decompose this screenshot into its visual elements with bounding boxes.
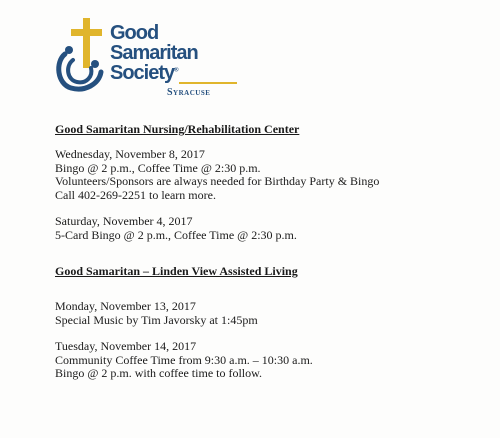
- event-date: Saturday, November 4, 2017: [55, 214, 193, 229]
- event-line: Call 402-269-2251 to learn more.: [55, 187, 216, 202]
- event-date: Monday, November 13, 2017: [55, 299, 196, 313]
- logo-location: Syracuse: [167, 87, 211, 98]
- event-line: Volunteers/Sponsors are always needed for Birthday Party & Bingo: [55, 174, 380, 189]
- event-line: Bingo @ 2 p.m., Coffee Time @ 2:30 p.m.: [55, 160, 261, 175]
- caring-hands-cross-icon: [55, 14, 115, 99]
- brand-word-good: Good: [110, 22, 159, 44]
- section-heading: Good Samaritan Nursing/Rehabilitation Center: [55, 122, 300, 136]
- section-heading: Good Samaritan – Linden View Assisted Living: [55, 264, 298, 278]
- event-line: 5-Card Bingo @ 2 p.m., Coffee Time @ 2:30 p.m.: [55, 227, 297, 242]
- logo-gold-rule: [179, 82, 237, 84]
- logo: [55, 14, 245, 104]
- brand-word-samaritan: Samaritan: [110, 42, 198, 64]
- section-linden-view: [55, 264, 313, 381]
- brand-word-society: Society®: [110, 62, 179, 84]
- event-date: Wednesday, November 8, 2017: [55, 147, 205, 161]
- section-nursing-center: [55, 122, 379, 243]
- event-line: Community Coffee Time from 9:30 a.m. – 10:30 a.m.: [55, 352, 313, 367]
- event-line: Bingo @ 2 p.m. with coffee time to follow.: [55, 366, 263, 381]
- event-line: Special Music by Tim Javorsky at 1:45pm: [55, 312, 258, 327]
- event-date: Tuesday, November 14, 2017: [55, 339, 197, 354]
